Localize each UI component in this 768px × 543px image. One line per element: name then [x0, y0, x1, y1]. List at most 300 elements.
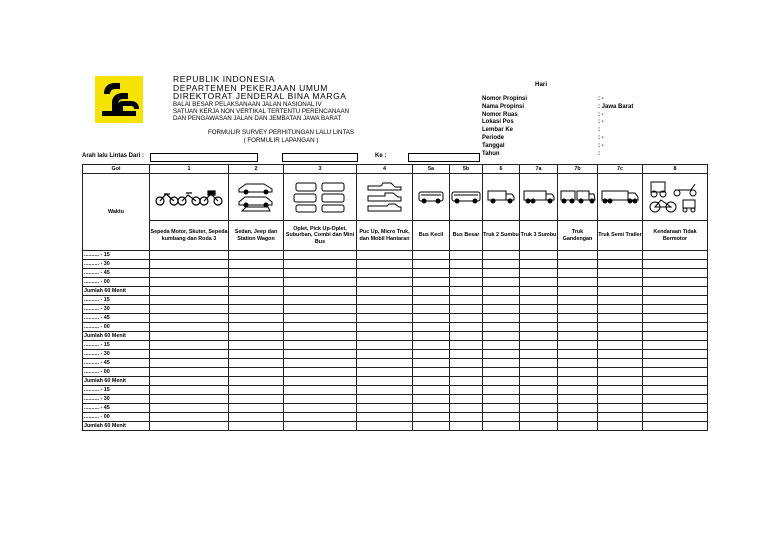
count-cell[interactable] — [598, 422, 643, 431]
time-label: Jumlah 60 Menit — [83, 287, 150, 296]
count-cell[interactable] — [520, 377, 558, 386]
count-cell[interactable] — [558, 332, 598, 341]
count-cell[interactable] — [643, 251, 708, 260]
count-cell[interactable] — [229, 359, 284, 368]
vehicle-label: Sepeda Motor, Skuter, Sepeda kumbang dan Roda 3 — [150, 221, 229, 251]
col-header: 7c — [598, 165, 643, 174]
time-label: .......... - 15 — [83, 386, 150, 395]
count-cell[interactable] — [229, 377, 284, 386]
count-cell[interactable] — [357, 305, 413, 314]
count-cell[interactable] — [357, 314, 413, 323]
count-cell[interactable] — [558, 359, 598, 368]
count-cell[interactable] — [413, 350, 450, 359]
count-cell[interactable] — [357, 413, 413, 422]
count-cell[interactable] — [643, 386, 708, 395]
count-cell[interactable] — [643, 350, 708, 359]
count-cell[interactable] — [558, 323, 598, 332]
count-cell[interactable] — [150, 341, 229, 350]
count-cell[interactable] — [520, 395, 558, 404]
count-cell[interactable] — [229, 341, 284, 350]
count-cell[interactable] — [413, 413, 450, 422]
count-cell[interactable] — [643, 260, 708, 269]
info-value: : — [598, 127, 600, 134]
count-cell[interactable] — [150, 296, 229, 305]
count-cell[interactable] — [643, 377, 708, 386]
count-cell[interactable] — [357, 404, 413, 413]
table-row — [83, 251, 708, 260]
count-cell[interactable] — [643, 269, 708, 278]
count-cell[interactable] — [520, 350, 558, 359]
count-cell[interactable] — [483, 332, 520, 341]
count-cell[interactable] — [483, 323, 520, 332]
count-cell[interactable] — [450, 323, 483, 332]
count-cell[interactable] — [483, 287, 520, 296]
count-cell[interactable] — [643, 413, 708, 422]
count-cell[interactable] — [483, 368, 520, 377]
count-cell[interactable] — [520, 341, 558, 350]
count-cell[interactable] — [558, 341, 598, 350]
count-cell[interactable] — [558, 314, 598, 323]
minibus-icon — [284, 174, 357, 221]
count-cell[interactable] — [229, 386, 284, 395]
table-row — [83, 323, 708, 332]
count-cell[interactable] — [413, 314, 450, 323]
count-cell[interactable] — [558, 350, 598, 359]
count-cell[interactable] — [357, 269, 413, 278]
count-cell[interactable] — [558, 377, 598, 386]
count-cell[interactable] — [643, 395, 708, 404]
count-cell[interactable] — [229, 305, 284, 314]
table-row — [83, 314, 708, 323]
count-cell[interactable] — [520, 323, 558, 332]
count-cell[interactable] — [450, 260, 483, 269]
count-cell[interactable] — [598, 251, 643, 260]
count-cell[interactable] — [558, 395, 598, 404]
count-cell[interactable] — [284, 323, 357, 332]
table-row — [83, 368, 708, 377]
count-cell[interactable] — [598, 404, 643, 413]
time-label: .......... - 15 — [83, 341, 150, 350]
count-cell[interactable] — [229, 368, 284, 377]
table-row — [83, 305, 708, 314]
info-label: Tanggal — [482, 142, 505, 149]
header-line-4: BALAI BESAR PELAKSANAAN JALAN NASIONAL IV — [173, 101, 322, 108]
count-cell[interactable] — [450, 359, 483, 368]
vehicle-label-row — [83, 221, 708, 251]
count-cell[interactable] — [643, 323, 708, 332]
table-row — [83, 386, 708, 395]
count-cell[interactable] — [643, 305, 708, 314]
count-cell[interactable] — [284, 278, 357, 287]
count-cell[interactable] — [483, 305, 520, 314]
count-cell[interactable] — [150, 422, 229, 431]
count-cell[interactable] — [558, 368, 598, 377]
count-cell[interactable] — [598, 359, 643, 368]
count-cell[interactable] — [483, 314, 520, 323]
count-cell[interactable] — [229, 395, 284, 404]
vehicle-label: Truk 2 Sumbu — [483, 221, 520, 251]
count-cell[interactable] — [520, 359, 558, 368]
truck-trailer-icon — [558, 174, 598, 221]
time-label: .......... - 00 — [83, 368, 150, 377]
count-cell[interactable] — [483, 260, 520, 269]
count-cell[interactable] — [357, 332, 413, 341]
header-line-5: SATUAN KERJA NON VERTIKAL TERTENTU PERENCANAAN — [173, 108, 350, 115]
count-cell[interactable] — [150, 305, 229, 314]
count-cell[interactable] — [558, 260, 598, 269]
vehicle-label: Truk Semi Trailer — [598, 221, 643, 251]
count-cell[interactable] — [450, 368, 483, 377]
count-cell[interactable] — [413, 260, 450, 269]
count-cell[interactable] — [229, 323, 284, 332]
count-cell[interactable] — [598, 305, 643, 314]
count-cell[interactable] — [413, 269, 450, 278]
count-cell[interactable] — [643, 359, 708, 368]
col-header: 5a — [413, 165, 450, 174]
count-cell[interactable] — [413, 359, 450, 368]
info-label: Nama Propinsi — [482, 103, 525, 110]
count-cell[interactable] — [450, 287, 483, 296]
count-cell[interactable] — [357, 323, 413, 332]
count-cell[interactable] — [483, 422, 520, 431]
pu-logo — [95, 76, 143, 123]
time-label: .......... - 45 — [83, 359, 150, 368]
count-cell[interactable] — [229, 422, 284, 431]
count-cell[interactable] — [413, 332, 450, 341]
count-cell[interactable] — [284, 287, 357, 296]
motorcycle-icon — [150, 174, 229, 221]
arah-input-2[interactable] — [282, 153, 358, 162]
count-cell[interactable] — [598, 386, 643, 395]
count-cell[interactable] — [483, 377, 520, 386]
count-cell[interactable] — [357, 287, 413, 296]
count-cell[interactable] — [229, 404, 284, 413]
count-cell[interactable] — [520, 422, 558, 431]
vehicle-label: Bus Besar — [450, 221, 483, 251]
count-cell[interactable] — [357, 251, 413, 260]
count-cell[interactable] — [150, 251, 229, 260]
header-line-2: DEPARTEMEN PEKERJAAN UMUM — [173, 83, 328, 93]
count-cell[interactable] — [284, 251, 357, 260]
count-cell[interactable] — [483, 278, 520, 287]
count-cell[interactable] — [558, 413, 598, 422]
count-cell[interactable] — [450, 395, 483, 404]
count-cell[interactable] — [483, 359, 520, 368]
count-cell[interactable] — [643, 341, 708, 350]
col-header: 4 — [357, 165, 413, 174]
big-bus-icon — [450, 174, 483, 221]
count-cell[interactable] — [150, 377, 229, 386]
table-row — [83, 332, 708, 341]
count-cell[interactable] — [413, 422, 450, 431]
count-cell[interactable] — [413, 404, 450, 413]
count-cell[interactable] — [483, 386, 520, 395]
count-cell[interactable] — [598, 323, 643, 332]
count-cell[interactable] — [413, 368, 450, 377]
count-cell[interactable] — [284, 305, 357, 314]
info-value: : - — [598, 134, 604, 141]
form-title: FORMULIR SURVEY PERHITUNGAN LALU LINTAS — [207, 129, 355, 136]
info-value: : - — [598, 142, 604, 149]
count-cell[interactable] — [413, 341, 450, 350]
count-cell[interactable] — [598, 377, 643, 386]
count-cell[interactable] — [284, 314, 357, 323]
count-cell[interactable] — [284, 395, 357, 404]
count-cell[interactable] — [357, 359, 413, 368]
count-cell[interactable] — [284, 296, 357, 305]
count-cell[interactable] — [558, 251, 598, 260]
survey-table — [82, 164, 708, 431]
time-label: Jumlah 60 Menit — [83, 422, 150, 431]
count-cell[interactable] — [450, 341, 483, 350]
count-cell[interactable] — [413, 377, 450, 386]
time-label: .......... - 30 — [83, 305, 150, 314]
time-label: .......... - 00 — [83, 278, 150, 287]
count-cell[interactable] — [450, 314, 483, 323]
table-row — [83, 287, 708, 296]
table-row — [83, 269, 708, 278]
count-cell[interactable] — [284, 332, 357, 341]
count-cell[interactable] — [229, 296, 284, 305]
count-cell[interactable] — [413, 386, 450, 395]
count-cell[interactable] — [413, 323, 450, 332]
count-cell[interactable] — [284, 269, 357, 278]
count-cell[interactable] — [450, 278, 483, 287]
count-cell[interactable] — [450, 386, 483, 395]
table-body — [83, 251, 708, 431]
col-header: 7b — [558, 165, 598, 174]
table-row — [83, 395, 708, 404]
count-cell[interactable] — [520, 332, 558, 341]
count-cell[interactable] — [520, 269, 558, 278]
count-cell[interactable] — [558, 287, 598, 296]
count-cell[interactable] — [483, 404, 520, 413]
count-cell[interactable] — [558, 278, 598, 287]
count-cell[interactable] — [520, 413, 558, 422]
count-cell[interactable] — [520, 368, 558, 377]
count-cell[interactable] — [284, 413, 357, 422]
count-cell[interactable] — [413, 287, 450, 296]
count-cell[interactable] — [284, 350, 357, 359]
count-cell[interactable] — [450, 332, 483, 341]
table-row — [83, 260, 708, 269]
table-row — [83, 296, 708, 305]
time-label: .......... - 45 — [83, 314, 150, 323]
ke-label: Ke : — [375, 153, 387, 159]
count-cell[interactable] — [520, 278, 558, 287]
col-header: 5b — [450, 165, 483, 174]
header-line-6: DAN PENGAWASAN JALAN DAN JEMBATAN JAWA BARAT — [173, 115, 342, 122]
count-cell[interactable] — [150, 350, 229, 359]
count-cell[interactable] — [643, 296, 708, 305]
col-header: 1 — [150, 165, 229, 174]
count-cell[interactable] — [598, 350, 643, 359]
count-cell[interactable] — [413, 278, 450, 287]
count-cell[interactable] — [229, 332, 284, 341]
gol-label: Gol — [83, 165, 150, 174]
sedan-icon — [229, 174, 284, 221]
count-cell[interactable] — [150, 395, 229, 404]
count-cell[interactable] — [229, 260, 284, 269]
count-cell[interactable] — [413, 395, 450, 404]
count-cell[interactable] — [413, 251, 450, 260]
vehicle-icon-row — [83, 174, 708, 221]
time-label: .......... - 30 — [83, 260, 150, 269]
count-cell[interactable] — [150, 332, 229, 341]
count-cell[interactable] — [558, 296, 598, 305]
count-cell[interactable] — [357, 341, 413, 350]
count-cell[interactable] — [150, 368, 229, 377]
count-cell[interactable] — [284, 341, 357, 350]
count-cell[interactable] — [150, 386, 229, 395]
vehicle-label: Truk Gandengan — [558, 221, 598, 251]
count-cell[interactable] — [229, 278, 284, 287]
count-cell[interactable] — [150, 287, 229, 296]
ke-input[interactable] — [408, 153, 480, 162]
count-cell[interactable] — [284, 368, 357, 377]
count-cell[interactable] — [150, 269, 229, 278]
table-row — [83, 404, 708, 413]
time-label: .......... - 15 — [83, 251, 150, 260]
count-cell[interactable] — [150, 314, 229, 323]
count-cell[interactable] — [520, 314, 558, 323]
info-values — [598, 96, 633, 158]
count-cell[interactable] — [598, 368, 643, 377]
count-cell[interactable] — [520, 260, 558, 269]
count-cell[interactable] — [284, 386, 357, 395]
count-cell[interactable] — [483, 395, 520, 404]
count-cell[interactable] — [229, 413, 284, 422]
count-cell[interactable] — [450, 404, 483, 413]
count-cell[interactable] — [357, 260, 413, 269]
info-value: : — [598, 150, 600, 157]
count-cell[interactable] — [520, 305, 558, 314]
count-cell[interactable] — [357, 386, 413, 395]
count-cell[interactable] — [483, 350, 520, 359]
count-cell[interactable] — [520, 296, 558, 305]
count-cell[interactable] — [558, 404, 598, 413]
table-header-row — [83, 165, 708, 174]
count-cell[interactable] — [357, 395, 413, 404]
count-cell[interactable] — [357, 296, 413, 305]
count-cell[interactable] — [643, 314, 708, 323]
count-cell[interactable] — [558, 386, 598, 395]
count-cell[interactable] — [450, 413, 483, 422]
count-cell[interactable] — [284, 422, 357, 431]
info-value: : Jawa Barat — [598, 103, 634, 110]
count-cell[interactable] — [598, 287, 643, 296]
count-cell[interactable] — [483, 296, 520, 305]
count-cell[interactable] — [450, 269, 483, 278]
table-row — [83, 422, 708, 431]
count-cell[interactable] — [150, 404, 229, 413]
count-cell[interactable] — [284, 260, 357, 269]
count-cell[interactable] — [450, 422, 483, 431]
count-cell[interactable] — [413, 296, 450, 305]
count-cell[interactable] — [643, 404, 708, 413]
col-header: 7a — [520, 165, 558, 174]
count-cell[interactable] — [483, 341, 520, 350]
count-cell[interactable] — [284, 377, 357, 386]
semi-trailer-icon — [598, 174, 643, 221]
vehicle-label: Sedan, Jeep dan Station Wagon — [229, 221, 284, 251]
pickup-icon — [357, 174, 413, 221]
count-cell[interactable] — [643, 332, 708, 341]
count-cell[interactable] — [643, 368, 708, 377]
count-cell[interactable] — [598, 395, 643, 404]
count-cell[interactable] — [558, 305, 598, 314]
col-header: 8 — [643, 165, 708, 174]
count-cell[interactable] — [520, 404, 558, 413]
count-cell[interactable] — [150, 278, 229, 287]
arah-input-1[interactable] — [150, 153, 258, 162]
count-cell[interactable] — [229, 350, 284, 359]
count-cell[interactable] — [357, 422, 413, 431]
count-cell[interactable] — [643, 278, 708, 287]
vehicle-label: Kendaraan Tidak Bermotor — [643, 221, 708, 251]
count-cell[interactable] — [558, 422, 598, 431]
count-cell[interactable] — [284, 404, 357, 413]
count-cell[interactable] — [229, 269, 284, 278]
count-cell[interactable] — [229, 287, 284, 296]
count-cell[interactable] — [150, 323, 229, 332]
count-cell[interactable] — [229, 251, 284, 260]
count-cell[interactable] — [357, 350, 413, 359]
count-cell[interactable] — [483, 251, 520, 260]
count-cell[interactable] — [150, 413, 229, 422]
count-cell[interactable] — [450, 305, 483, 314]
count-cell[interactable] — [598, 332, 643, 341]
truck-3-axle-icon — [520, 174, 558, 221]
count-cell[interactable] — [483, 413, 520, 422]
count-cell[interactable] — [520, 251, 558, 260]
count-cell[interactable] — [598, 341, 643, 350]
count-cell[interactable] — [450, 350, 483, 359]
count-cell[interactable] — [643, 287, 708, 296]
count-cell[interactable] — [357, 377, 413, 386]
table-row — [83, 359, 708, 368]
count-cell[interactable] — [450, 296, 483, 305]
count-cell[interactable] — [520, 287, 558, 296]
info-label: Lokasi Pos — [482, 119, 514, 126]
count-cell[interactable] — [598, 269, 643, 278]
count-cell[interactable] — [357, 368, 413, 377]
count-cell[interactable] — [598, 260, 643, 269]
col-header: 3 — [284, 165, 357, 174]
count-cell[interactable] — [284, 359, 357, 368]
time-label: .......... - 30 — [83, 350, 150, 359]
count-cell[interactable] — [598, 296, 643, 305]
count-cell[interactable] — [483, 269, 520, 278]
header-line-1: REPUBLIK INDONESIA — [173, 74, 275, 84]
count-cell[interactable] — [450, 251, 483, 260]
count-cell[interactable] — [450, 377, 483, 386]
count-cell[interactable] — [357, 278, 413, 287]
info-label: Tahun — [482, 150, 500, 157]
count-cell[interactable] — [643, 422, 708, 431]
count-cell[interactable] — [229, 314, 284, 323]
waktu-label: Waktu — [83, 174, 150, 251]
count-cell[interactable] — [150, 260, 229, 269]
count-cell[interactable] — [598, 314, 643, 323]
count-cell[interactable] — [413, 305, 450, 314]
count-cell[interactable] — [150, 359, 229, 368]
count-cell[interactable] — [520, 386, 558, 395]
count-cell[interactable] — [598, 413, 643, 422]
count-cell[interactable] — [558, 269, 598, 278]
count-cell[interactable] — [598, 278, 643, 287]
info-label: Nomor Ruas — [482, 111, 518, 118]
